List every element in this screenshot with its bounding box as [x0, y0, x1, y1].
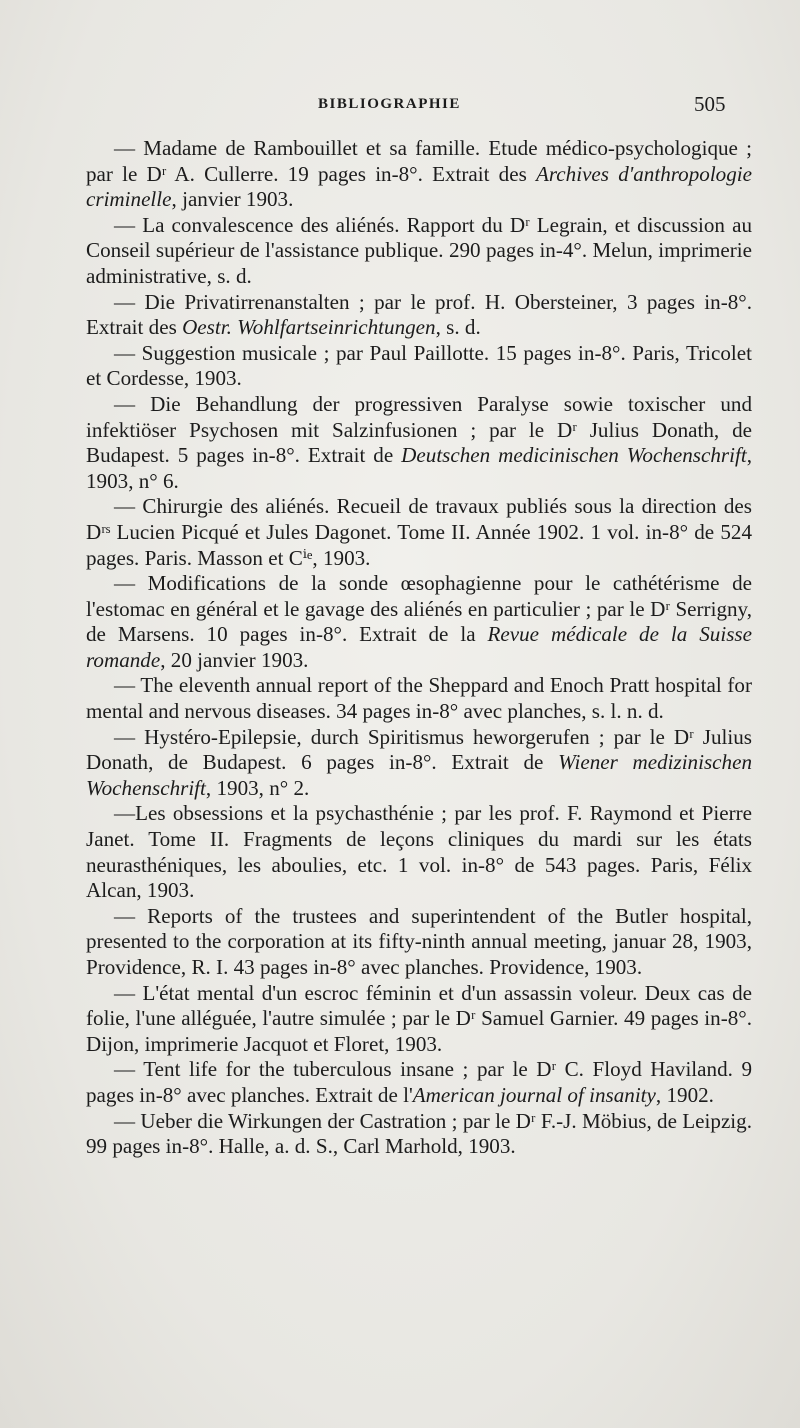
running-title: BIBLIOGRAPHIE — [318, 96, 461, 112]
page-number: 505 — [694, 92, 726, 116]
entry-text-end: , 20 janvier 1903. — [160, 647, 309, 672]
bibliography-entry — [86, 725, 752, 802]
bibliography-entry — [86, 673, 752, 724]
entry-journal-title: Revue médicale de la Suisse romande — [86, 622, 752, 672]
bibliography-entry — [86, 341, 752, 392]
bibliography-entry — [86, 801, 752, 903]
entry-text-end: , s. d. — [435, 315, 481, 340]
bibliography-entry — [86, 904, 752, 981]
entry-text: — La convalescence des aliénés. Rapport du Dʳ Legrain, et discussion au Conseil supérieur de l'assistance publique. 290 pages in-4°. Melun, imprimerie administrative, s. d. — [86, 212, 752, 288]
bibliography-entry — [86, 494, 752, 571]
entry-journal-title: Deutschen medicinischen Wochenschrift — [401, 443, 747, 468]
entry-text: — Tent life for the tuberculous insane ; par le Dʳ C. Floyd Haviland. 9 pages in-8° avec planches. Extrait de l' — [86, 1057, 752, 1107]
bibliography-entry — [86, 981, 752, 1058]
bibliography-entry — [86, 392, 752, 494]
entry-text: — The eleventh annual report of the Sheppard and Enoch Pratt hospital for mental and nervous diseases. 34 pages in-8° avec planches, s. l. n. d. — [86, 673, 752, 724]
bibliography-entry — [86, 1109, 752, 1160]
entry-journal-title: Wiener medizinischen Wochenschrift — [86, 750, 752, 800]
bibliography-entry — [86, 136, 752, 213]
entry-journal-title: Archives d'anthropologie criminelle — [86, 161, 752, 212]
entry-text: — Chirurgie des aliénés. Recueil de travaux publiés sous la direction des Dʳˢ Lucien Picqué et Jules Dagonet. Tome II. Année 1902. 1 vol. in-8° de 524 pages. Paris. Masson et Cⁱᵉ, 1903. — [86, 494, 752, 570]
bibliography-entry — [86, 213, 752, 290]
entry-text: — Die Behandlung der progressiven Paralyse sowie toxischer und infektiöser Psychosen mit Salzinfusionen ; par le Dʳ Julius Donath, de Budapest. 5 pages in-8°. Extrait de — [86, 391, 752, 468]
entry-text-end: , 1902. — [655, 1082, 714, 1107]
entry-journal-title: American journal of insanity — [412, 1082, 656, 1107]
entry-text: — Die Privatirrenanstalten ; par le prof. H. Obersteiner, 3 pages in-8°. Extrait des — [86, 289, 752, 340]
entry-journal-title: Oestr. Wohlfartseinrichtungen — [182, 315, 436, 340]
entry-text: — L'état mental d'un escroc féminin et d'un assassin voleur. Deux cas de folie, l'une alléguée, l'autre simulée ; par le Dʳ Samuel Garnier. 49 pages in-8°. Dijon, imprimerie Jacquot et Floret, 1903. — [86, 980, 752, 1056]
page-header — [0, 92, 800, 122]
entry-text: — Suggestion musicale ; par Paul Paillotte. 15 pages in-8°. Paris, Tricolet et Cordesse, 1903. — [86, 340, 752, 391]
bibliography-entry — [86, 290, 752, 341]
entry-text: — Modifications de la sonde œsophagienne pour le cathétérisme de l'estomac en général et le gavage des aliénés en particulier ; par le Dʳ Serrigny, de Marsens. 10 pages in-8°. Extrait de la — [86, 571, 752, 647]
entry-text-end: , 1903, n° 6. — [86, 443, 752, 493]
entry-text-end: , janvier 1903. — [171, 187, 294, 212]
entry-text: — Hystéro-Epilepsie, durch Spiritismus heworgerufen ; par le Dʳ Julius Donath, de Budapest. 6 pages in-8°. Extrait de — [86, 724, 752, 775]
entry-text: —Les obsessions et la psychasthénie ; par les prof. F. Raymond et Pierre Janet. Tome II. Fragments de leçons cliniques du mardi sur les états neurasthéniques, les aboulies, etc. 1 vol. in-8° de 543 pages. Paris, Félix Alcan, 1903. — [86, 801, 752, 903]
bibliography-entry — [86, 1057, 752, 1108]
entry-text-end: , 1903, n° 2. — [205, 775, 310, 800]
entry-text: — Madame de Rambouillet et sa famille. Etude médico-psychologique ; par le Dʳ A. Cullerre. 19 pages in-8°. Extrait des — [86, 136, 752, 186]
entry-text: — Reports of the trustees and superintendent of the Butler hospital, presented to the corporation at its fifty-ninth annual meeting, januar 28, 1903, Providence, R. I. 43 pages in-8° avec planches. Providence, 1903. — [86, 903, 752, 979]
entry-text: — Ueber die Wirkungen der Castration ; par le Dʳ F.-J. Möbius, de Leipzig. 99 pages in-8°. Halle, a. d. S., Carl Marhold, 1903. — [86, 1108, 752, 1159]
bibliography-entry — [86, 571, 752, 673]
bibliography-list — [86, 136, 752, 1160]
